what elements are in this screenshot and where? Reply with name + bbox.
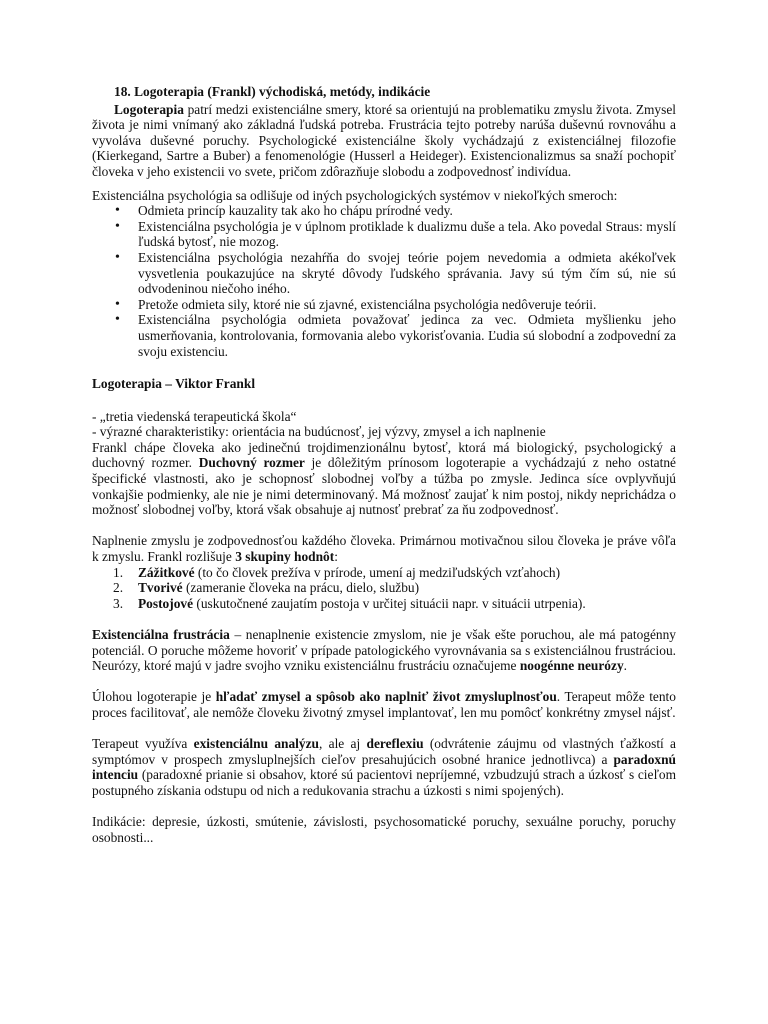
frustration-end: .	[623, 658, 627, 674]
values-paragraph	[92, 533, 676, 564]
value-desc: (uskutočnené zaujatím postoja v určitej situácii napr. v situácii utrpenia).	[193, 595, 586, 611]
task-bold: hľadať zmysel a spôsob ako naplniť život zmysluplnosťou	[215, 689, 557, 705]
list-number: 3.	[113, 595, 124, 611]
list-number: 2.	[113, 580, 124, 596]
frustration-text: – nenaplnenie existencie zmyslom, nie je však ešte poruchou, ale má patogénny potenciál. O poruche môžeme hovoriť v prípade patologického vyrovnávania sa s existenciálnou frustráciou. Neurózy, ktoré majú v jadre svojho vzniku existenciálnu frustráciu označujeme	[92, 627, 676, 674]
methods-text-4: (paradoxné prianie si obsahov, ktoré sú pacientovi nepríjemné, vzbudzujú strach a úzkosť s cieľom postupného získania odstupu od nich a redukovania strachu a úzkosti s nimi spojených).	[92, 767, 676, 798]
values-text-b: :	[334, 549, 338, 565]
frankl-paragraph	[92, 440, 676, 518]
list-item	[113, 595, 676, 612]
frustration-paragraph	[92, 627, 676, 674]
methods-bold-2: dereflexiu	[366, 736, 424, 752]
list-item: • Existenciálna psychológia nezahŕňa do svojej teórie pojem nevedomia a odmieta akékoľvek vysvetlenia poukazujúce na skryté dôvody ľudského správania. Javy sú tým čím sú, nie sú odvodeninou niečoho iného.	[138, 250, 676, 297]
section-heading-frankl: Logoterapia – Viktor Frankl	[92, 376, 256, 392]
list-item	[113, 564, 676, 581]
methods-text-2: , ale aj	[318, 736, 367, 752]
differences-intro: Existenciálna psychológia sa odlišuje od iných psychologických systémov v niekoľkých smeroch:	[92, 187, 618, 203]
value-name: Tvorivé	[138, 580, 183, 596]
task-paragraph	[92, 689, 676, 720]
methods-bold-3: paradoxnú intenciu	[92, 751, 676, 783]
intro-lead: Logoterapia	[114, 101, 184, 117]
methods-text-3: (odvrátenie záujmu od vlastných ťažkostí a symptómov v prospech zmysluplnejších cieľov presahujúcich osobné hranice jednotlivca) a	[92, 736, 677, 767]
value-desc: (to čo človek prežíva v prírode, umení aj medziľudských vzťahoch)	[194, 564, 561, 580]
frankl-bold: Duchovný rozmer	[198, 455, 305, 471]
value-name: Postojové	[138, 595, 194, 611]
frustration-bold: Existenciálna frustrácia	[92, 627, 230, 642]
values-text-a: Naplnenie zmyslu je zodpovednosťou každého človeka. Primárnou motivačnou silou človeka je práve vôľa k zmyslu. Frankl rozlišuje	[92, 533, 676, 565]
values-bold: 3 skupiny hodnôt	[235, 549, 335, 565]
values-list	[92, 565, 676, 612]
list-item: • Existenciálna psychológia je v úplnom protiklade k dualizmu duše a tela. Ako povedal Straus: myslí ľudská bytosť, nie mozog.	[138, 219, 676, 250]
task-text-b: . Terapeut môže tento proces facilitovať, ale nemôže človeku životný zmysel implantovať, len mu pomôcť konkrétny zmysel nájsť.	[92, 689, 676, 720]
list-number: 1.	[113, 564, 124, 580]
intro-text: patrí medzi existenciálne smery, ktoré sa orientujú na problematiku zmyslu života. Zmysel života je nimi vnímaný ako základná ľudská potreba. Frustrácia tejto potreby narúša duševnú rovnováhu a vyvoláva duševné poruchy. Psychologické existenciálne školy vychádzajú z existenciálnej filozofie (Kierkegand, Sartre a Buber) a fenomenológie (Husserl a Heideger). Existencionalizmus sa snaží pochopiť človeka v jeho existencii vo svete, pričom zdôrazňuje slobodu a zodpovednosť indivídua.	[92, 101, 676, 179]
list-item	[113, 580, 676, 596]
list-item: • Odmieta princíp kauzality tak ako ho chápu prírodné vedy.	[138, 203, 676, 219]
document-page	[92, 84, 676, 845]
list-item: • Existenciálna psychológia odmieta považovať jedinca za vec. Odmieta myšlienku jeho usmerňovania, kontrolovania, formovania alebo vykorisťovania. Ľudia sú slobodní a zodpovední za svoju existenciu.	[138, 312, 676, 359]
methods-paragraph	[92, 736, 676, 798]
document-title: 18. Logoterapia (Frankl) východiská, metódy, indikácie	[114, 84, 431, 99]
methods-bold-1: existenciálnu analýzu	[193, 736, 319, 752]
frankl-text-a: Frankl chápe človeka ako jedinečnú trojdimenzionálnu bytosť, ktorá má biologický, psychologický a duchovný rozmer.	[92, 439, 676, 471]
intro-paragraph	[92, 102, 676, 180]
frankl-text-b: je dôležitým prínosom logoterapie a vychádzajú z neho ostatné špecifické vlastnosti, ako je schopnosť slobodnej voľby a túžba po zmysle. Jedinca síce ovplyvňujú vonkajšie podmienky, ale nie je nimi determinovaný. Má možnosť zaujať k nim postoj, nikdy neprichádza o možnosť slobodnej voľby, ktorá však obsahuje aj nutnosť prebrať za ňu zodpovednosť.	[92, 455, 676, 518]
indications-paragraph: Indikácie: depresie, úzkosti, smútenie, závislosti, psychosomatické poruchy, sexuálne poruchy, poruchy osobnosti...	[92, 814, 676, 845]
task-text-a: Úlohou logoterapie je	[92, 689, 216, 705]
frankl-line-characteristics: - výrazné charakteristiky: orientácia na budúcnosť, jej výzvy, zmysel a ich naplnenie	[92, 424, 546, 440]
frankl-line-school: - „tretia viedenská terapeutická škola“	[92, 408, 297, 424]
methods-text-1: Terapeut využíva	[92, 736, 194, 752]
value-name: Zážitkové	[138, 564, 195, 580]
differences-list	[92, 203, 676, 359]
value-desc: (zameranie človeka na prácu, dielo, službu)	[182, 580, 420, 596]
list-item: • Pretože odmieta sily, ktoré nie sú zjavné, existenciálna psychológia nedôveruje teórii.	[138, 297, 676, 313]
frustration-term: noogénne neurózy	[519, 658, 624, 674]
